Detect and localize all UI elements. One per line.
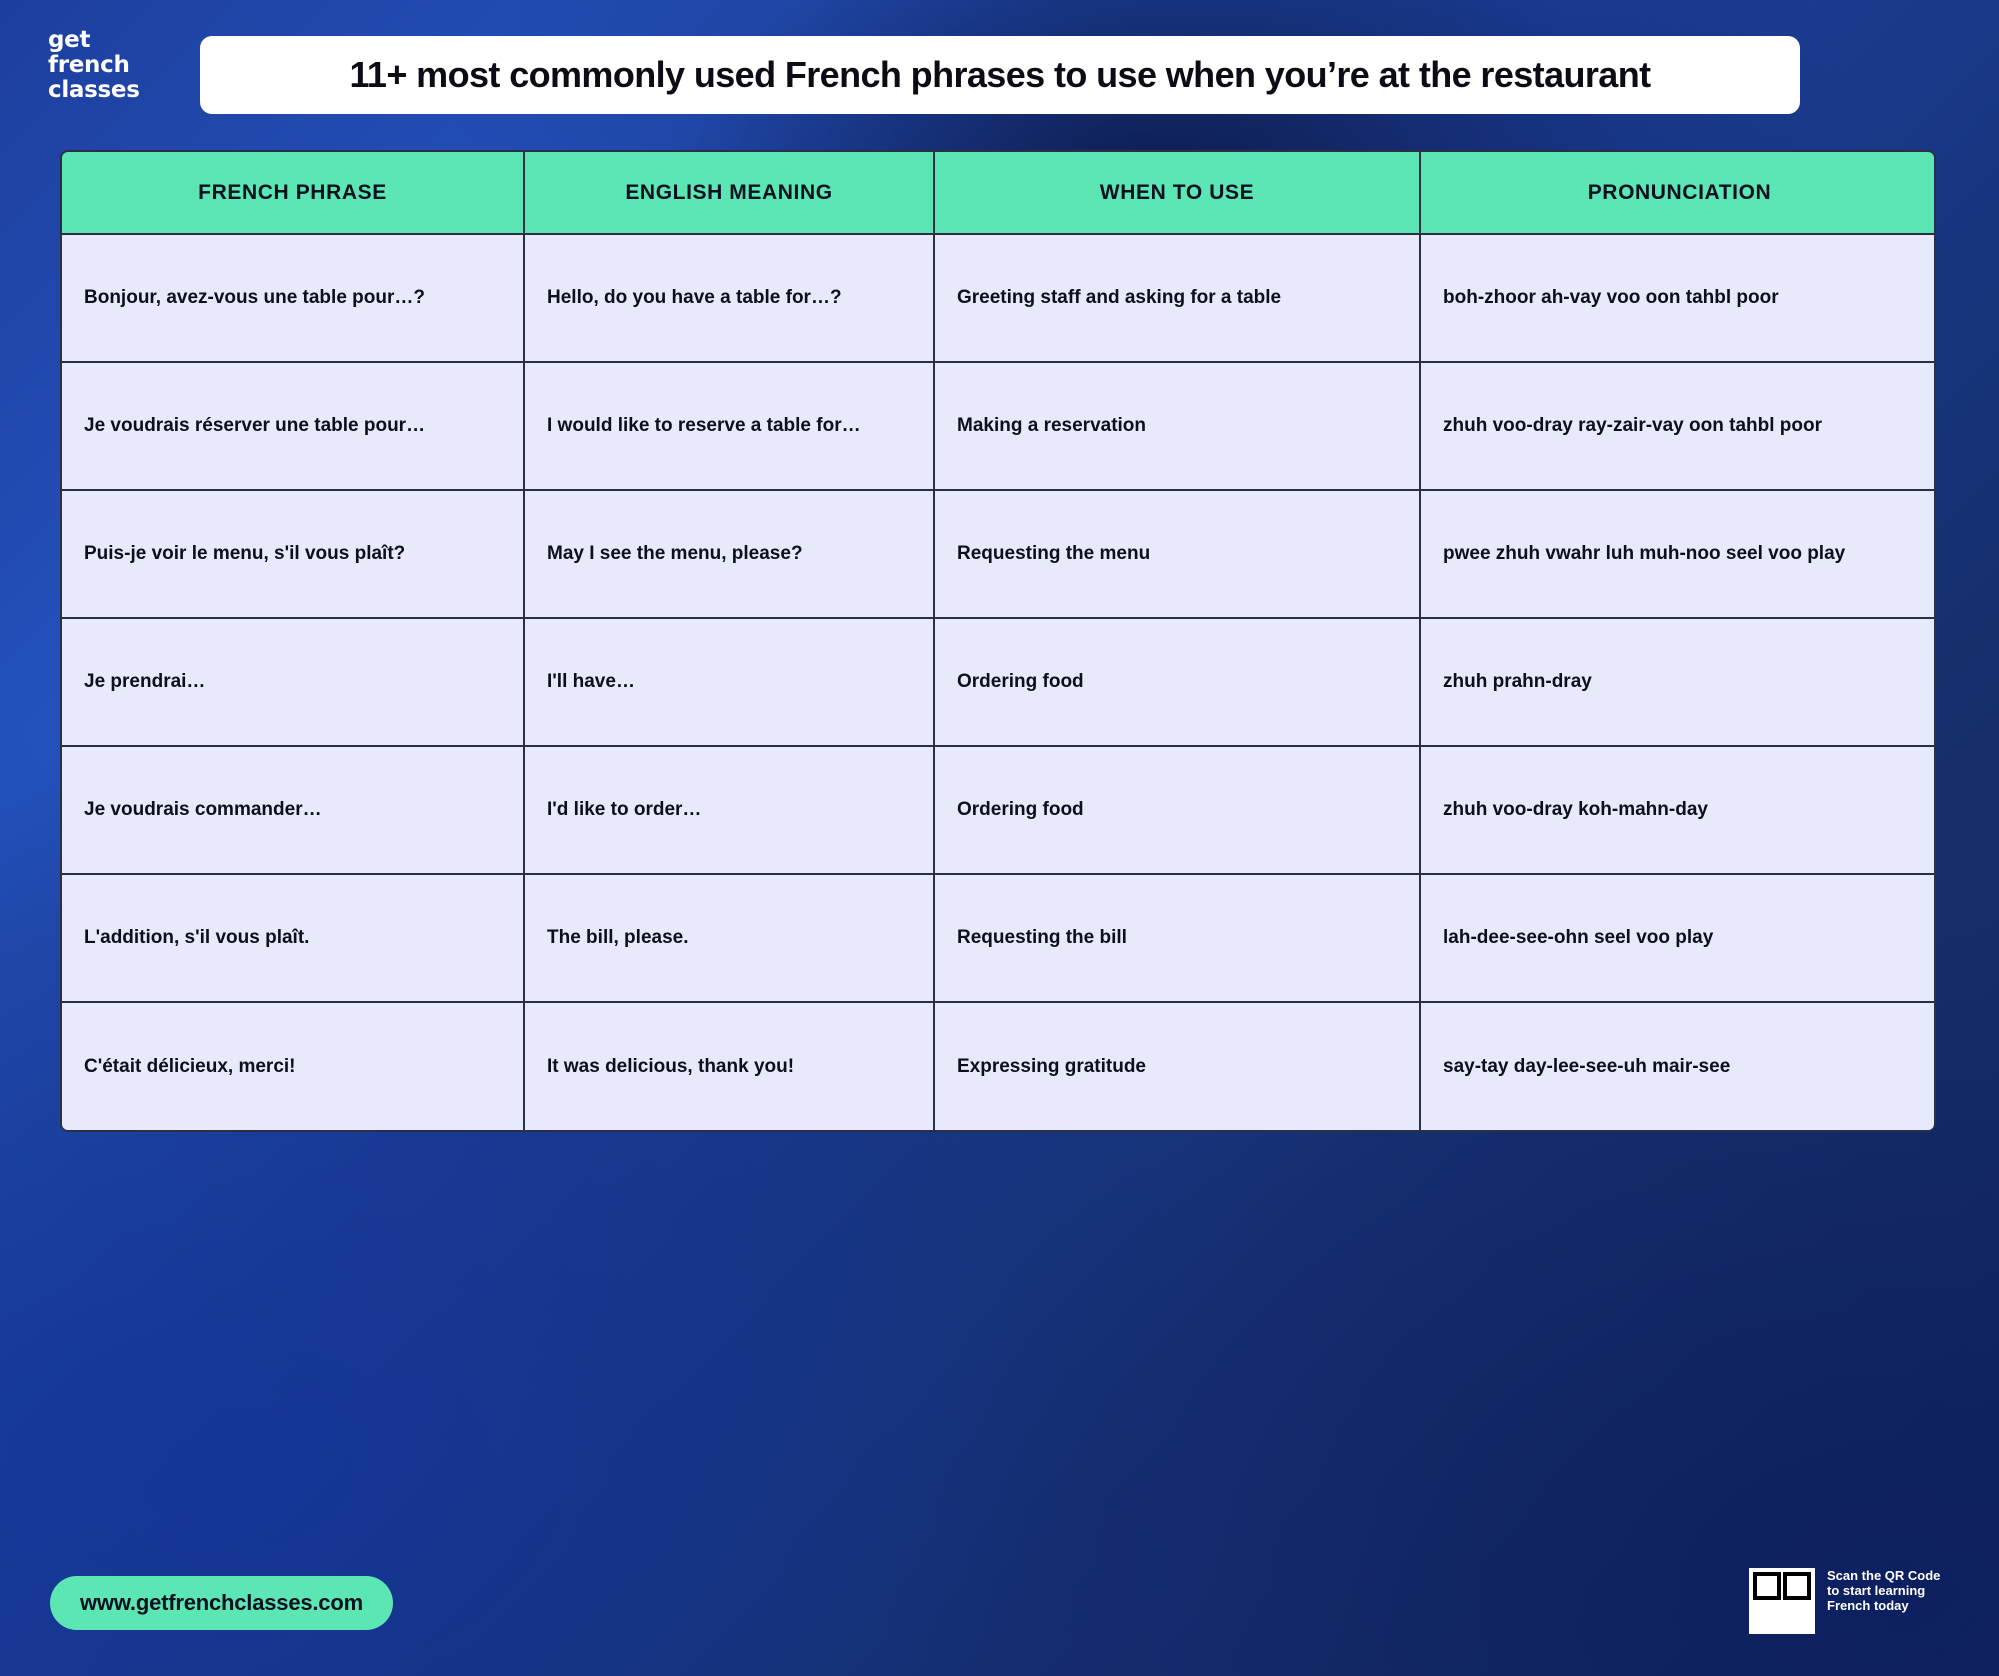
cell-english-meaning: It was delicious, thank you! xyxy=(524,1002,934,1130)
table-row xyxy=(62,1002,1936,1130)
table-row xyxy=(62,746,1936,874)
table-row xyxy=(62,362,1936,490)
cell-english-meaning: I would like to reserve a table for… xyxy=(524,362,934,490)
phrases-table-container xyxy=(60,150,1936,1132)
cell-when-to-use: Ordering food xyxy=(934,618,1420,746)
table-row xyxy=(62,874,1936,1002)
cell-pronunciation: boh-zhoor ah-vay voo oon tahbl poor xyxy=(1420,234,1936,362)
qr-block xyxy=(1749,1568,1947,1634)
cell-pronunciation: zhuh voo-dray ray-zair-vay oon tahbl poor xyxy=(1420,362,1936,490)
column-header-when-to-use: WHEN TO USE xyxy=(934,152,1420,234)
table-row xyxy=(62,490,1936,618)
cell-when-to-use: Greeting staff and asking for a table xyxy=(934,234,1420,362)
cell-when-to-use: Expressing gratitude xyxy=(934,1002,1420,1130)
cell-when-to-use: Ordering food xyxy=(934,746,1420,874)
cell-french-phrase: Puis-je voir le menu, s'il vous plaît? xyxy=(62,490,524,618)
cell-when-to-use: Making a reservation xyxy=(934,362,1420,490)
column-header-french-phrase: FRENCH PHRASE xyxy=(62,152,524,234)
cell-french-phrase: Je voudrais réserver une table pour… xyxy=(62,362,524,490)
title-bar xyxy=(200,36,1800,114)
cell-english-meaning: I'd like to order… xyxy=(524,746,934,874)
column-header-pronunciation: PRONUNCIATION xyxy=(1420,152,1936,234)
cell-french-phrase: C'était délicieux, merci! xyxy=(62,1002,524,1130)
table-row xyxy=(62,234,1936,362)
column-header-english-meaning: ENGLISH MEANING xyxy=(524,152,934,234)
cell-english-meaning: Hello, do you have a table for…? xyxy=(524,234,934,362)
table-row xyxy=(62,618,1936,746)
brand-line-3: classes xyxy=(48,77,140,103)
brand-line-2: french xyxy=(48,52,130,78)
cell-pronunciation: say-tay day-lee-see-uh mair-see xyxy=(1420,1002,1936,1130)
cell-pronunciation: lah-dee-see-ohn seel voo play xyxy=(1420,874,1936,1002)
qr-code-icon[interactable] xyxy=(1749,1568,1815,1634)
page-title: 11+ most commonly used French phrases to use when you’re at the restaurant xyxy=(349,54,1651,95)
cell-english-meaning: May I see the menu, please? xyxy=(524,490,934,618)
cell-pronunciation: zhuh prahn-dray xyxy=(1420,618,1936,746)
cell-french-phrase: Bonjour, avez-vous une table pour…? xyxy=(62,234,524,362)
cell-english-meaning: The bill, please. xyxy=(524,874,934,1002)
cell-english-meaning: I'll have… xyxy=(524,618,934,746)
brand-logo xyxy=(48,28,153,103)
phrases-table xyxy=(62,152,1936,1130)
cell-when-to-use: Requesting the bill xyxy=(934,874,1420,1002)
cell-french-phrase: L'addition, s'il vous plaît. xyxy=(62,874,524,1002)
cell-french-phrase: Je voudrais commander… xyxy=(62,746,524,874)
table-header-row xyxy=(62,152,1936,234)
website-url-pill[interactable]: www.getfrenchclasses.com xyxy=(50,1576,393,1630)
cell-when-to-use: Requesting the menu xyxy=(934,490,1420,618)
cell-pronunciation: pwee zhuh vwahr luh muh-noo seel voo play xyxy=(1420,490,1936,618)
brand-line-1: get xyxy=(48,27,91,53)
qr-caption: Scan the QR Code to start learning French today xyxy=(1827,1568,1941,1613)
cell-pronunciation: zhuh voo-dray koh-mahn-day xyxy=(1420,746,1936,874)
cell-french-phrase: Je prendrai… xyxy=(62,618,524,746)
